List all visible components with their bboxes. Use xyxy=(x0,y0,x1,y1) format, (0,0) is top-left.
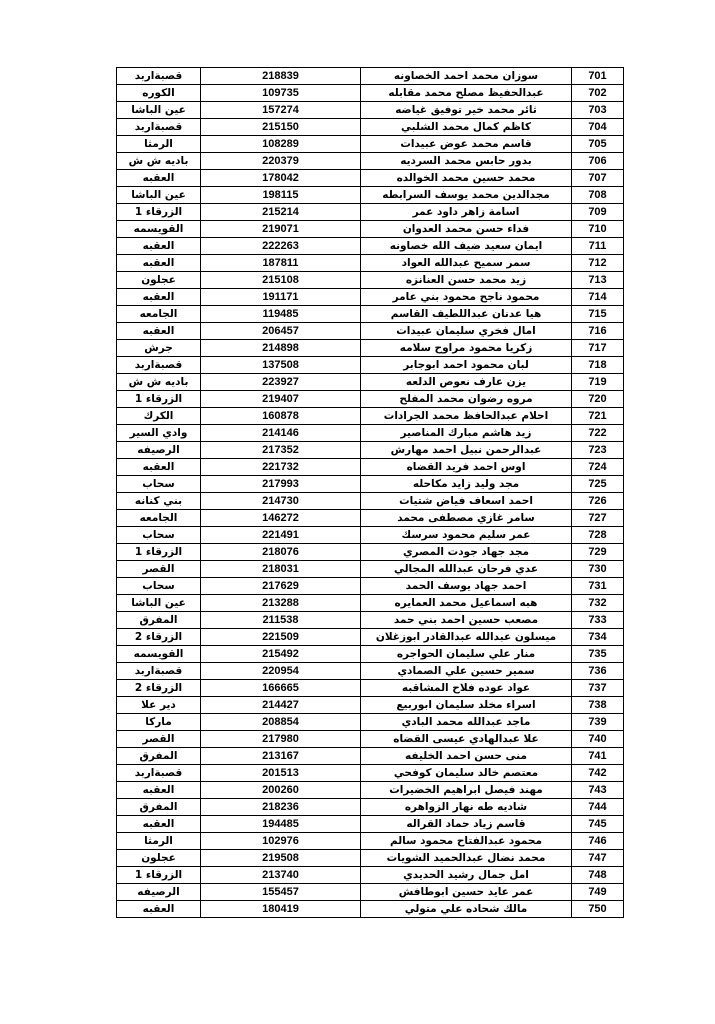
table-row xyxy=(117,833,624,850)
location-cell: القصر xyxy=(117,731,201,748)
location-cell: قصبةاربد xyxy=(117,68,201,85)
table-row xyxy=(117,119,624,136)
name-cell: سمر سميح عبدالله العواد xyxy=(361,255,572,272)
row-number-cell: 734 xyxy=(572,629,624,646)
row-number-cell: 749 xyxy=(572,884,624,901)
row-number-cell: 728 xyxy=(572,527,624,544)
table-row xyxy=(117,799,624,816)
row-number-cell: 750 xyxy=(572,901,624,918)
row-number-cell: 737 xyxy=(572,680,624,697)
location-cell: الزرقاء 1 xyxy=(117,544,201,561)
table-row xyxy=(117,595,624,612)
row-number-cell: 730 xyxy=(572,561,624,578)
name-cell: مصعب حسين احمد بني حمد xyxy=(361,612,572,629)
id-number-cell: 214898 xyxy=(201,340,361,357)
location-cell: سحاب xyxy=(117,527,201,544)
location-cell: العقبه xyxy=(117,901,201,918)
id-number-cell: 219508 xyxy=(201,850,361,867)
table-row xyxy=(117,102,624,119)
name-cell: هيا عدنان عبداللطيف القاسم xyxy=(361,306,572,323)
id-number-cell: 213167 xyxy=(201,748,361,765)
row-number-cell: 722 xyxy=(572,425,624,442)
name-cell: قاسم زياد حماد القراله xyxy=(361,816,572,833)
table-row xyxy=(117,680,624,697)
id-number-cell: 219071 xyxy=(201,221,361,238)
row-number-cell: 725 xyxy=(572,476,624,493)
name-cell: مالك شحاده علي متولي xyxy=(361,901,572,918)
table-row xyxy=(117,204,624,221)
table-row xyxy=(117,867,624,884)
table-body xyxy=(117,68,624,918)
row-number-cell: 736 xyxy=(572,663,624,680)
name-cell: مهند فيصل ابراهيم الخضيرات xyxy=(361,782,572,799)
row-number-cell: 708 xyxy=(572,187,624,204)
table-row xyxy=(117,578,624,595)
location-cell: جرش xyxy=(117,340,201,357)
id-number-cell: 119485 xyxy=(201,306,361,323)
id-number-cell: 206457 xyxy=(201,323,361,340)
name-cell: ثائر محمد خير توفيق غياضه xyxy=(361,102,572,119)
location-cell: الرمثا xyxy=(117,833,201,850)
row-number-cell: 723 xyxy=(572,442,624,459)
location-cell: قصبةاربد xyxy=(117,119,201,136)
id-number-cell: 219407 xyxy=(201,391,361,408)
id-number-cell: 160878 xyxy=(201,408,361,425)
id-number-cell: 214146 xyxy=(201,425,361,442)
table-row xyxy=(117,289,624,306)
table-row xyxy=(117,136,624,153)
id-number-cell: 180419 xyxy=(201,901,361,918)
name-cell: كاظم كمال محمد الشلبي xyxy=(361,119,572,136)
row-number-cell: 724 xyxy=(572,459,624,476)
id-number-cell: 213288 xyxy=(201,595,361,612)
location-cell: الكوره xyxy=(117,85,201,102)
name-cell: احمد اسعاف فياض شتيات xyxy=(361,493,572,510)
row-number-cell: 701 xyxy=(572,68,624,85)
table-row xyxy=(117,884,624,901)
table-row xyxy=(117,646,624,663)
row-number-cell: 711 xyxy=(572,238,624,255)
location-cell: العقبه xyxy=(117,816,201,833)
location-cell: الجامعه xyxy=(117,510,201,527)
id-number-cell: 200260 xyxy=(201,782,361,799)
location-cell: بني كنانه xyxy=(117,493,201,510)
table-row xyxy=(117,850,624,867)
table-row xyxy=(117,476,624,493)
table-row xyxy=(117,323,624,340)
name-cell: منار علي سليمان الحواجره xyxy=(361,646,572,663)
row-number-cell: 709 xyxy=(572,204,624,221)
id-number-cell: 221491 xyxy=(201,527,361,544)
location-cell: عجلون xyxy=(117,272,201,289)
row-number-cell: 727 xyxy=(572,510,624,527)
location-cell: الجامعه xyxy=(117,306,201,323)
location-cell: العقبه xyxy=(117,170,201,187)
table-row xyxy=(117,68,624,85)
name-cell: محمد حسين محمد الخوالده xyxy=(361,170,572,187)
table-row xyxy=(117,459,624,476)
document-sheet xyxy=(116,67,623,918)
location-cell: الزرقاء 1 xyxy=(117,391,201,408)
table-row xyxy=(117,629,624,646)
row-number-cell: 735 xyxy=(572,646,624,663)
table-row xyxy=(117,255,624,272)
table-row xyxy=(117,748,624,765)
id-number-cell: 187811 xyxy=(201,255,361,272)
location-cell: القصر xyxy=(117,561,201,578)
table-row xyxy=(117,663,624,680)
id-number-cell: 198115 xyxy=(201,187,361,204)
location-cell: العقبه xyxy=(117,289,201,306)
name-cell: سوزان محمد احمد الخصاونه xyxy=(361,68,572,85)
name-cell: احلام عبدالحافظ محمد الجرادات xyxy=(361,408,572,425)
row-number-cell: 741 xyxy=(572,748,624,765)
id-number-cell: 137508 xyxy=(201,357,361,374)
table-row xyxy=(117,816,624,833)
location-cell: المفرق xyxy=(117,748,201,765)
table-row xyxy=(117,544,624,561)
id-number-cell: 194485 xyxy=(201,816,361,833)
name-cell: مجدالدين محمد يوسف السرابطه xyxy=(361,187,572,204)
name-cell: محمود ناجح محمود بني عامر xyxy=(361,289,572,306)
name-cell: عمر سليم محمود سرسك xyxy=(361,527,572,544)
table-row xyxy=(117,612,624,629)
name-cell: سمير حسين علي الصمادي xyxy=(361,663,572,680)
row-number-cell: 714 xyxy=(572,289,624,306)
id-number-cell: 214427 xyxy=(201,697,361,714)
id-number-cell: 218076 xyxy=(201,544,361,561)
location-cell: باديه ش ش xyxy=(117,153,201,170)
name-cell: محمد نضال عبدالحميد الشويات xyxy=(361,850,572,867)
table-row xyxy=(117,493,624,510)
location-cell: سحاب xyxy=(117,476,201,493)
table-row xyxy=(117,187,624,204)
id-number-cell: 218236 xyxy=(201,799,361,816)
name-cell: هبه اسماعيل محمد العمايره xyxy=(361,595,572,612)
table-row xyxy=(117,221,624,238)
id-number-cell: 215492 xyxy=(201,646,361,663)
table-row xyxy=(117,272,624,289)
name-cell: عبدالرحمن نبيل احمد مهارش xyxy=(361,442,572,459)
row-number-cell: 747 xyxy=(572,850,624,867)
name-cell: اسراء مخلد سليمان ابوربيع xyxy=(361,697,572,714)
location-cell: سحاب xyxy=(117,578,201,595)
id-number-cell: 217980 xyxy=(201,731,361,748)
name-cell: زيد محمد حسن العنانزه xyxy=(361,272,572,289)
location-cell: الرصيفه xyxy=(117,884,201,901)
id-number-cell: 221732 xyxy=(201,459,361,476)
id-number-cell: 157274 xyxy=(201,102,361,119)
id-number-cell: 102976 xyxy=(201,833,361,850)
row-number-cell: 718 xyxy=(572,357,624,374)
name-cell: عواد عوده فلاح المشاقبه xyxy=(361,680,572,697)
id-number-cell: 214730 xyxy=(201,493,361,510)
id-number-cell: 215108 xyxy=(201,272,361,289)
location-cell: العقبه xyxy=(117,255,201,272)
location-cell: القويسمه xyxy=(117,221,201,238)
row-number-cell: 707 xyxy=(572,170,624,187)
location-cell: عين الباشا xyxy=(117,187,201,204)
row-number-cell: 739 xyxy=(572,714,624,731)
id-number-cell: 221509 xyxy=(201,629,361,646)
row-number-cell: 704 xyxy=(572,119,624,136)
id-number-cell: 218839 xyxy=(201,68,361,85)
id-number-cell: 215214 xyxy=(201,204,361,221)
name-cell: ماجد عبدالله محمد البادي xyxy=(361,714,572,731)
row-number-cell: 742 xyxy=(572,765,624,782)
name-cell: محمود عبدالفتاح محمود سالم xyxy=(361,833,572,850)
row-number-cell: 715 xyxy=(572,306,624,323)
id-number-cell: 222263 xyxy=(201,238,361,255)
name-cell: اسامة زاهر داود عمر xyxy=(361,204,572,221)
location-cell: الزرقاء 2 xyxy=(117,680,201,697)
name-cell: علا عبدالهادي عيسى القضاه xyxy=(361,731,572,748)
table-row xyxy=(117,527,624,544)
location-cell: المفرق xyxy=(117,612,201,629)
id-number-cell: 213740 xyxy=(201,867,361,884)
table-row xyxy=(117,901,624,918)
id-number-cell: 220954 xyxy=(201,663,361,680)
name-cell: امل جمال رشيد الحديدي xyxy=(361,867,572,884)
id-number-cell: 215150 xyxy=(201,119,361,136)
names-table xyxy=(116,67,624,918)
table-row xyxy=(117,442,624,459)
id-number-cell: 220379 xyxy=(201,153,361,170)
table-row xyxy=(117,85,624,102)
location-cell: وادي السير xyxy=(117,425,201,442)
location-cell: الرصيفه xyxy=(117,442,201,459)
row-number-cell: 748 xyxy=(572,867,624,884)
row-number-cell: 732 xyxy=(572,595,624,612)
id-number-cell: 109735 xyxy=(201,85,361,102)
location-cell: العقبه xyxy=(117,238,201,255)
id-number-cell: 191171 xyxy=(201,289,361,306)
row-number-cell: 746 xyxy=(572,833,624,850)
location-cell: قصبةاربد xyxy=(117,663,201,680)
location-cell: باديه ش ش xyxy=(117,374,201,391)
location-cell: القويسمه xyxy=(117,646,201,663)
table-row xyxy=(117,782,624,799)
row-number-cell: 703 xyxy=(572,102,624,119)
location-cell: الكرك xyxy=(117,408,201,425)
id-number-cell: 223927 xyxy=(201,374,361,391)
location-cell: المفرق xyxy=(117,799,201,816)
table-row xyxy=(117,510,624,527)
table-row xyxy=(117,714,624,731)
row-number-cell: 713 xyxy=(572,272,624,289)
name-cell: مجد وليد زايد مكاحله xyxy=(361,476,572,493)
table-row xyxy=(117,374,624,391)
name-cell: مجد جهاد جودت المصري xyxy=(361,544,572,561)
row-number-cell: 710 xyxy=(572,221,624,238)
name-cell: شاديه طه نهار الزواهره xyxy=(361,799,572,816)
table-row xyxy=(117,306,624,323)
id-number-cell: 146272 xyxy=(201,510,361,527)
name-cell: فداء حسن محمد العدوان xyxy=(361,221,572,238)
name-cell: زيد هاشم مبارك المناصير xyxy=(361,425,572,442)
id-number-cell: 166665 xyxy=(201,680,361,697)
name-cell: عدي فرحان عبدالله المجالي xyxy=(361,561,572,578)
name-cell: عمر عايد حسين ابوطافش xyxy=(361,884,572,901)
id-number-cell: 178042 xyxy=(201,170,361,187)
table-row xyxy=(117,153,624,170)
name-cell: منى حسن احمد الخليفه xyxy=(361,748,572,765)
row-number-cell: 720 xyxy=(572,391,624,408)
name-cell: اوس احمد فريد القضاه xyxy=(361,459,572,476)
location-cell: عين الباشا xyxy=(117,102,201,119)
id-number-cell: 201513 xyxy=(201,765,361,782)
location-cell: الزرقاء 1 xyxy=(117,867,201,884)
row-number-cell: 733 xyxy=(572,612,624,629)
location-cell: الرمثا xyxy=(117,136,201,153)
row-number-cell: 702 xyxy=(572,85,624,102)
name-cell: يزن عارف نعوص الدلعه xyxy=(361,374,572,391)
location-cell: الزرقاء 2 xyxy=(117,629,201,646)
id-number-cell: 218031 xyxy=(201,561,361,578)
row-number-cell: 743 xyxy=(572,782,624,799)
name-cell: ميسلون عبدالله عبدالقادر ابوزغلان xyxy=(361,629,572,646)
name-cell: بدور حابس محمد السرديه xyxy=(361,153,572,170)
location-cell: قصبةاربد xyxy=(117,765,201,782)
table-row xyxy=(117,340,624,357)
row-number-cell: 731 xyxy=(572,578,624,595)
row-number-cell: 726 xyxy=(572,493,624,510)
row-number-cell: 716 xyxy=(572,323,624,340)
location-cell: عجلون xyxy=(117,850,201,867)
name-cell: معتصم خالد سليمان كوفحي xyxy=(361,765,572,782)
location-cell: العقبه xyxy=(117,459,201,476)
id-number-cell: 208854 xyxy=(201,714,361,731)
location-cell: الزرقاء 1 xyxy=(117,204,201,221)
table-row xyxy=(117,170,624,187)
row-number-cell: 705 xyxy=(572,136,624,153)
name-cell: سامر غازي مصطفى محمد xyxy=(361,510,572,527)
row-number-cell: 745 xyxy=(572,816,624,833)
id-number-cell: 108289 xyxy=(201,136,361,153)
name-cell: امال فخري سليمان عبيدات xyxy=(361,323,572,340)
location-cell: عين الباشا xyxy=(117,595,201,612)
row-number-cell: 729 xyxy=(572,544,624,561)
id-number-cell: 217629 xyxy=(201,578,361,595)
location-cell: العقبه xyxy=(117,782,201,799)
row-number-cell: 721 xyxy=(572,408,624,425)
table-row xyxy=(117,697,624,714)
id-number-cell: 217352 xyxy=(201,442,361,459)
table-row xyxy=(117,238,624,255)
row-number-cell: 744 xyxy=(572,799,624,816)
row-number-cell: 712 xyxy=(572,255,624,272)
name-cell: عبدالحفيظ مصلح محمد مقابله xyxy=(361,85,572,102)
name-cell: زكريا محمود مراوح سلامه xyxy=(361,340,572,357)
table-row xyxy=(117,731,624,748)
name-cell: قاسم محمد عوض عبيدات xyxy=(361,136,572,153)
location-cell: قصبةاربد xyxy=(117,357,201,374)
table-row xyxy=(117,391,624,408)
table-row xyxy=(117,357,624,374)
location-cell: العقبه xyxy=(117,323,201,340)
table-row xyxy=(117,408,624,425)
id-number-cell: 155457 xyxy=(201,884,361,901)
name-cell: مروه رضوان محمد المفلح xyxy=(361,391,572,408)
location-cell: ماركا xyxy=(117,714,201,731)
row-number-cell: 738 xyxy=(572,697,624,714)
id-number-cell: 211538 xyxy=(201,612,361,629)
name-cell: لبان محمود احمد ابوجابر xyxy=(361,357,572,374)
name-cell: احمد جهاد يوسف الحمد xyxy=(361,578,572,595)
location-cell: دير علا xyxy=(117,697,201,714)
table-row xyxy=(117,425,624,442)
name-cell: ايمان سعيد ضيف الله خصاونه xyxy=(361,238,572,255)
row-number-cell: 717 xyxy=(572,340,624,357)
row-number-cell: 706 xyxy=(572,153,624,170)
table-row xyxy=(117,765,624,782)
table-row xyxy=(117,561,624,578)
row-number-cell: 719 xyxy=(572,374,624,391)
row-number-cell: 740 xyxy=(572,731,624,748)
id-number-cell: 217993 xyxy=(201,476,361,493)
